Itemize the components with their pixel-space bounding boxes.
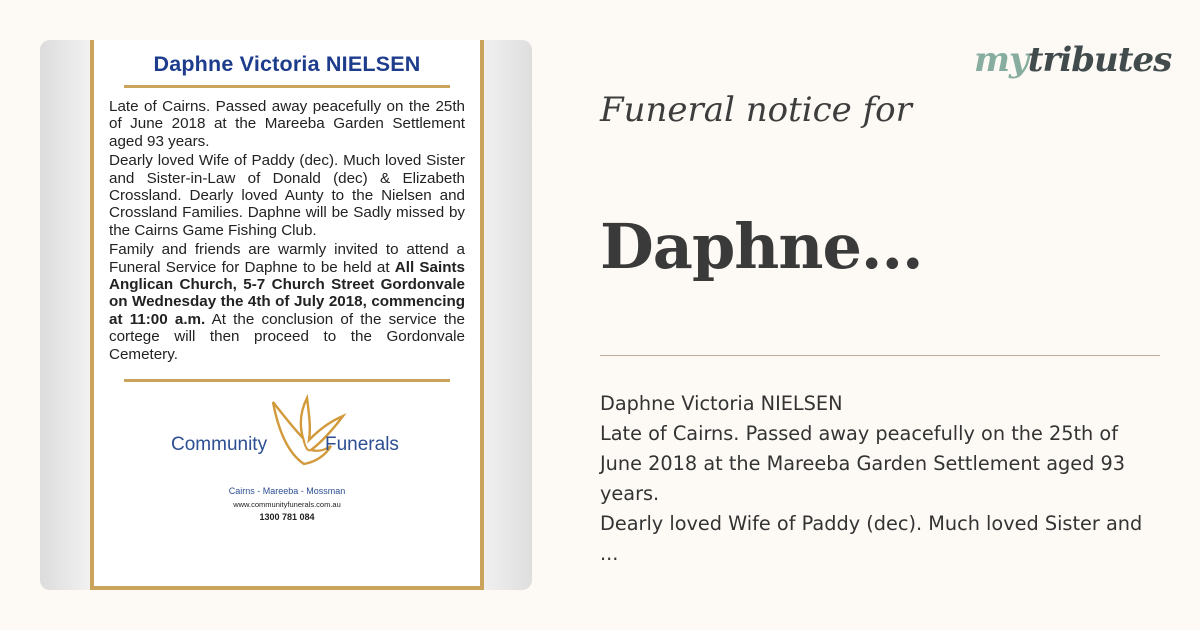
gold-divider-bottom — [124, 379, 450, 382]
excerpt-line: years. — [600, 482, 660, 505]
mytributes-logo[interactable] — [974, 40, 1171, 80]
logo-towns: Cairns - Mareeba - Mossman — [228, 486, 346, 497]
notice-title: Daphne Victoria NIELSEN — [153, 52, 421, 76]
notice-p3-start: Family and friends are warmly invited to attend a Funeral Service for Daphne to be held at — [109, 241, 465, 276]
funeral-notice — [90, 40, 484, 590]
excerpt-line: Late of Cairns. Passed away peacefully on the 25th of — [600, 422, 1118, 445]
brand-tributes: tributes — [1027, 40, 1172, 80]
excerpt-line: Dearly loved Wife of Paddy (dec). Much loved Sister and — [600, 512, 1143, 535]
logo-word-community: Community — [171, 434, 268, 456]
excerpt-ellipsis: ... — [600, 542, 619, 565]
logo-website: www.communityfunerals.com.au — [233, 500, 341, 510]
excerpt-line: June 2018 at the Mareeba Garden Settlement aged 93 — [600, 452, 1126, 475]
notice-image — [40, 40, 532, 590]
page-title: Daphne... — [600, 210, 923, 283]
notice-body — [108, 88, 466, 363]
notice-paragraph-2: Dearly loved Wife of Paddy (dec). Much loved Sister and Sister-in-Law of Donald (dec) & Elizabeth Crossland. Dearly loved Aunty to the Nielsen and Crossland Families. Daphne will be Sadly missed by the Cairns Game Fishing Club. — [109, 152, 465, 239]
notice-p3-end: At the conclusion of the service the cortege will then proceed to the Gordonvale Cemetery. — [109, 310, 465, 363]
divider — [600, 355, 1160, 356]
community-funerals-logo — [167, 390, 407, 522]
logo-word-funerals: Funerals — [325, 434, 399, 456]
logo-phone: 1300 781 084 — [259, 512, 315, 523]
notice-paragraph-1: Late of Cairns. Passed away peacefully on the 25th of June 2018 at the Mareeba Garden Settlement aged 93 years. — [109, 98, 465, 150]
brand-my: my — [974, 40, 1028, 80]
excerpt-line: Daphne Victoria NIELSEN — [600, 392, 843, 415]
notice-service-details: All Saints Anglican Church, 5-7 Church Street Gordonvale on Wednesday the 4th of July 2018, commencing at 11:00 a.m. — [109, 258, 465, 328]
notice-paragraph-3 — [109, 241, 465, 363]
page-subtitle: Funeral notice for — [600, 90, 912, 130]
notice-excerpt — [600, 389, 1170, 569]
